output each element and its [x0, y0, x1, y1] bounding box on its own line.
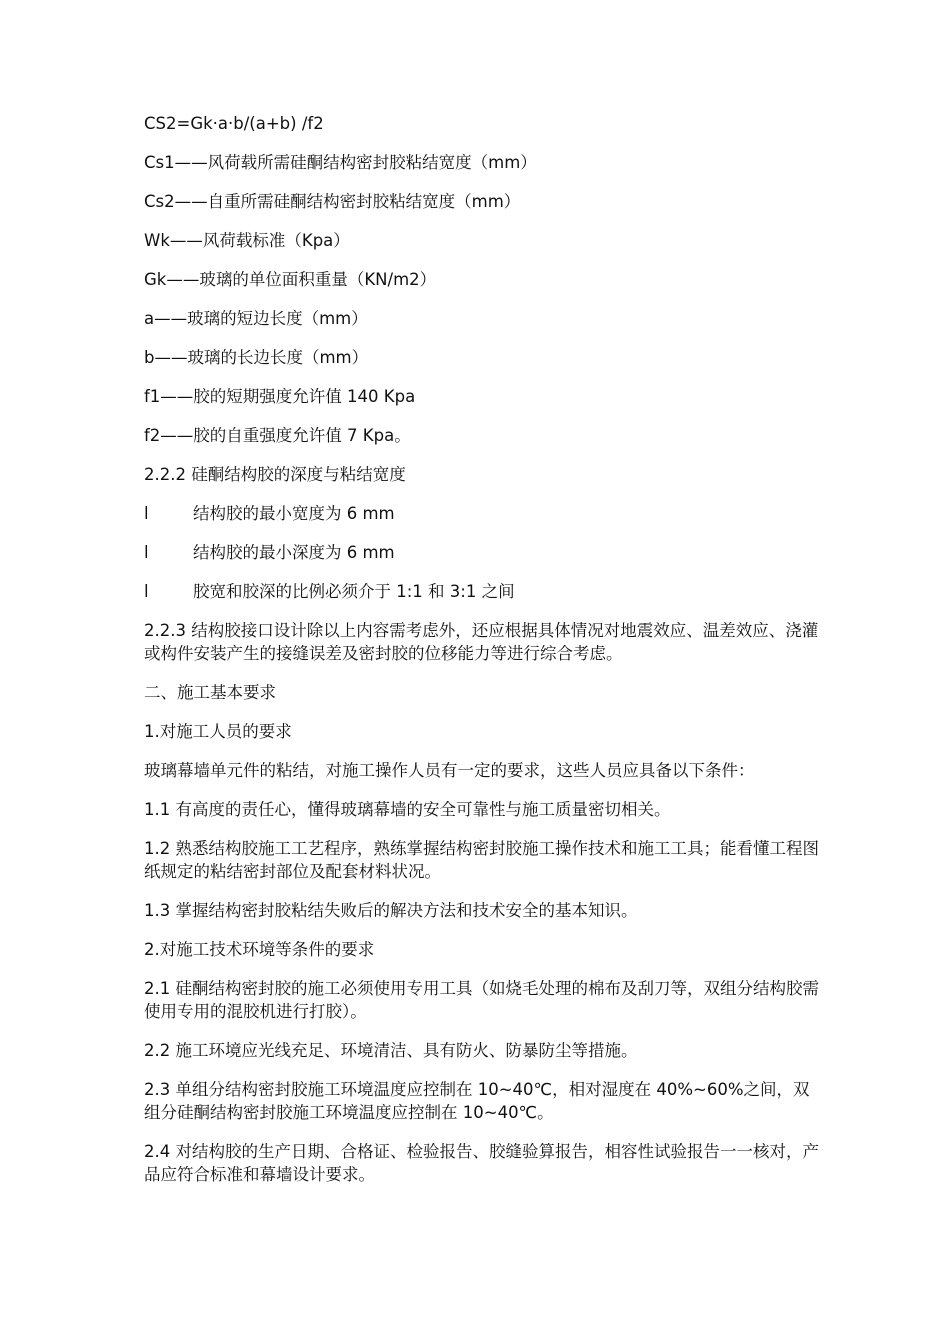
paragraph-2-2-3: 2.2.3 结构胶接口设计除以上内容需考虑外，还应根据具体情况对地震效应、温差效应、浇灌或构件安装产生的接缝误差及密封胶的位移能力等进行综合考虑。	[144, 621, 819, 663]
section-heading-2-2-2: 2.2.2 硅酮结构胶的深度与粘结宽度	[144, 465, 406, 484]
definition-gk: Gk——玻璃的单位面积重量（KN/m2）	[144, 270, 437, 289]
definition-cs2: Cs2——自重所需硅酮结构密封胶粘结宽度（mm）	[144, 192, 521, 211]
bullet-text: 结构胶的最小深度为 6 mm	[193, 543, 395, 562]
paragraph-2-2: 2.2 施工环境应光线充足、环境清洁、具有防火、防暴防尘等措施。	[144, 1041, 638, 1060]
definition-b: b——玻璃的长边长度（mm）	[144, 348, 369, 367]
paragraph-1-3: 1.3 掌握结构密封胶粘结失败后的解决方法和技术安全的基本知识。	[144, 901, 638, 920]
definition-cs1: Cs1——风荷载所需硅酮结构密封胶粘结宽度（mm）	[144, 153, 537, 172]
definition-a: a——玻璃的短边长度（mm）	[144, 309, 368, 328]
bullet-marker: l	[144, 543, 149, 562]
bullet-item	[144, 580, 824, 603]
paragraph-2-3: 2.3 单组分结构密封胶施工环境温度应控制在 10~40℃，相对湿度在 40%~60%之间，双组分硅酮结构密封胶施工环境温度应控制在 10~40℃。	[144, 1080, 810, 1122]
definition-f1: f1——胶的短期强度允许值 140 Kpa	[144, 387, 416, 406]
paragraph-personnel-intro: 玻璃幕墙单元件的粘结，对施工操作人员有一定的要求，这些人员应具备以下条件：	[144, 761, 755, 780]
document-body	[144, 112, 824, 1202]
paragraph-1-2: 1.2 熟悉结构胶施工工艺程序，熟练掌握结构密封胶施工操作技术和施工工具；能看懂工程图纸规定的粘结密封部位及配套材料状况。	[144, 839, 819, 881]
bullet-marker: l	[144, 582, 149, 601]
bullet-text: 结构胶的最小宽度为 6 mm	[193, 504, 395, 523]
formula-cs2: CS2=Gk·a·b/(a+b) /f2	[144, 114, 324, 133]
bullet-text: 胶宽和胶深的比例必须介于 1:1 和 3:1 之间	[193, 582, 515, 601]
section-heading-construction-requirements: 二、施工基本要求	[144, 683, 276, 702]
paragraph-1-1: 1.1 有高度的责任心，懂得玻璃幕墙的安全可靠性与施工质量密切相关。	[144, 800, 671, 819]
paragraph-2-4: 2.4 对结构胶的生产日期、合格证、检验报告、胶缝验算报告，相容性试验报告一一核对，产品应符合标准和幕墙设计要求。	[144, 1142, 819, 1184]
definition-wk: Wk——风荷载标准（Kpa）	[144, 231, 350, 250]
subheading-environment-requirements: 2.对施工技术环境等条件的要求	[144, 940, 375, 959]
bullet-item	[144, 502, 824, 525]
definition-f2: f2——胶的自重强度允许值 7 Kpa。	[144, 426, 411, 445]
paragraph-2-1: 2.1 硅酮结构密封胶的施工必须使用专用工具（如烧毛处理的棉布及刮刀等，双组分结构胶需使用专用的混胶机进行打胶）。	[144, 979, 819, 1021]
bullet-item	[144, 541, 824, 564]
subheading-personnel-requirements: 1.对施工人员的要求	[144, 722, 292, 741]
bullet-marker: l	[144, 504, 149, 523]
